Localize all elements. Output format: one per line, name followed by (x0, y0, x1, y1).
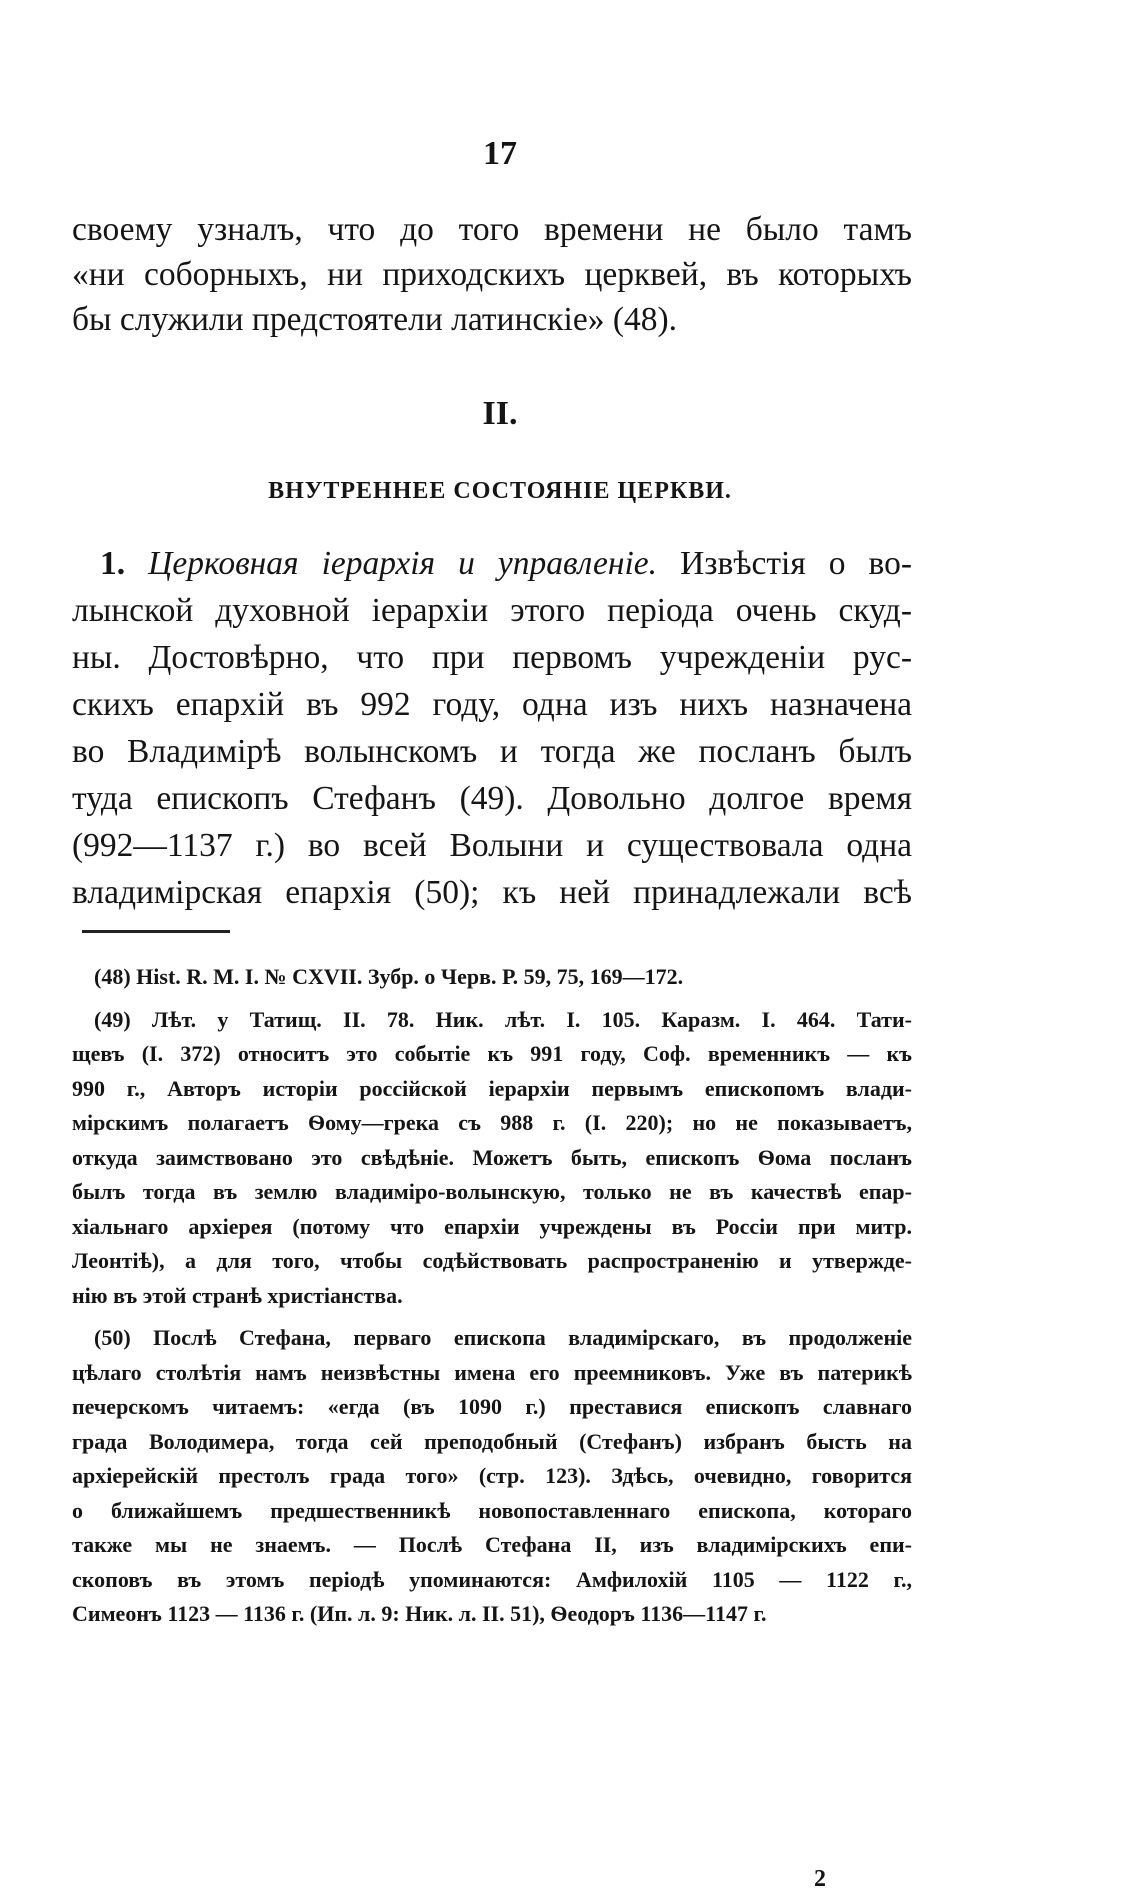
footnote-line: (49) Лѣт. у Татищ. II. 78. Ник. лѣт. I. 105. Каразм. I. 464. Тати- (94, 1006, 912, 1032)
text-line: лынской духовной іерархіи этого періода очень скуд- (72, 592, 912, 629)
paragraph-heading: Церковная іерархія и управленіе. (148, 545, 658, 582)
footnote-line: архіерейскій престолъ града того» (стр. 123). Здѣсь, очевидно, говорится (72, 1463, 912, 1488)
footnotes (72, 960, 912, 1640)
footnote-line: (50) Послѣ Стефана, перваго епископа владимірскаго, въ продолженіе (94, 1325, 912, 1350)
page-number: 17 (483, 135, 517, 172)
text-fragment: Извѣстія о во- (680, 545, 913, 582)
footnote-line: нію въ этой странѣ христіанства. (72, 1282, 403, 1308)
text-line (72, 540, 912, 587)
footnote-line: града Володимера, тогда сей преподобный (Стефанъ) избранъ бысть на (72, 1428, 912, 1454)
main-paragraph (72, 540, 912, 916)
signature-mark: 2 (814, 1866, 826, 1892)
footnote-line: печерскомъ читаемъ: «егда (въ 1090 г.) преставися епископъ славнаго (72, 1394, 912, 1419)
text-line: владимірская епархія (50); къ ней принадлежали всѣ (72, 874, 912, 911)
text-line: своему узналъ, что до того времени не было тамъ (72, 211, 912, 248)
footnote-line: хіальнаго архіерея (потому что епархіи учреждены въ Россіи при митр. (72, 1213, 912, 1239)
paragraph-number: 1. (100, 545, 126, 582)
footnote-line: (48) Hist. R. M. I. № CXVII. Зубр. о Черв. Р. 59, 75, 169—172. (94, 964, 684, 989)
footnote-line: Симеонъ 1123 — 1136 г. (Ип. л. 9: Ник. л. II. 51), Ѳеодоръ 1136—1147 г. (72, 1601, 767, 1626)
text-line: ны. Достовѣрно, что при первомъ учрежденіи рус- (72, 639, 912, 676)
footnote-separator (82, 930, 230, 933)
text-line: во Владимірѣ волынскомъ и тогда же посланъ былъ (72, 733, 912, 770)
text-line: «ни соборныхъ, ни приходскихъ церквей, въ которыхъ (72, 256, 912, 293)
footnote-line: откуда заимствовано это свѣдѣніе. Можетъ быть, епископъ Ѳома посланъ (72, 1144, 912, 1170)
section-title: ВНУТРЕННЕЕ СОСТОЯНІЕ ЦЕРКВИ. (268, 478, 732, 504)
section-number: II. (482, 395, 518, 432)
footnote-line: Леонтіѣ), а для того, чтобы содѣйствовать распространенію и утвержде- (72, 1248, 912, 1273)
footnote-line: скоповъ въ этомъ періодѣ упоминаются: Амфилохій 1105 — 1122 г., (72, 1566, 912, 1592)
footnote-line: щевъ (I. 372) относитъ это событіе къ 991 году, Соф. временникъ — къ (72, 1041, 912, 1066)
footnote-49 (72, 1003, 912, 1314)
footnote-line: мірскимъ полагаетъ Ѳому—грека съ 988 г. (I. 220); но не показываетъ, (72, 1110, 912, 1135)
footnote-48 (72, 960, 912, 995)
intro-paragraph (72, 207, 912, 342)
footnote-line: о ближайшемъ предшественникѣ новопоставленнаго епископа, котораго (72, 1497, 912, 1523)
footnote-50 (72, 1321, 912, 1632)
text-line: туда епископъ Стефанъ (49). Довольно долгое время (72, 780, 912, 817)
text-line: бы служили предстоятели латинскіе» (48). (72, 301, 678, 338)
footnote-line: цѣлаго столѣтія намъ неизвѣстны имена его преемниковъ. Уже въ патерикѣ (72, 1359, 912, 1385)
footnote-line: также мы не знаемъ. — Послѣ Стефана II, изъ владимірскихъ епи- (72, 1532, 912, 1557)
text-line: скихъ епархій въ 992 году, одна изъ нихъ назначена (72, 686, 912, 723)
text-line: (992—1137 г.) во всей Волыни и существовала одна (72, 827, 912, 864)
footnote-line: былъ тогда въ землю владиміро-волынскую, только не въ качествѣ епар- (72, 1179, 912, 1204)
footnote-line: 990 г., Авторъ исторіи россійской іерархіи первымъ епископомъ влади- (72, 1075, 912, 1101)
